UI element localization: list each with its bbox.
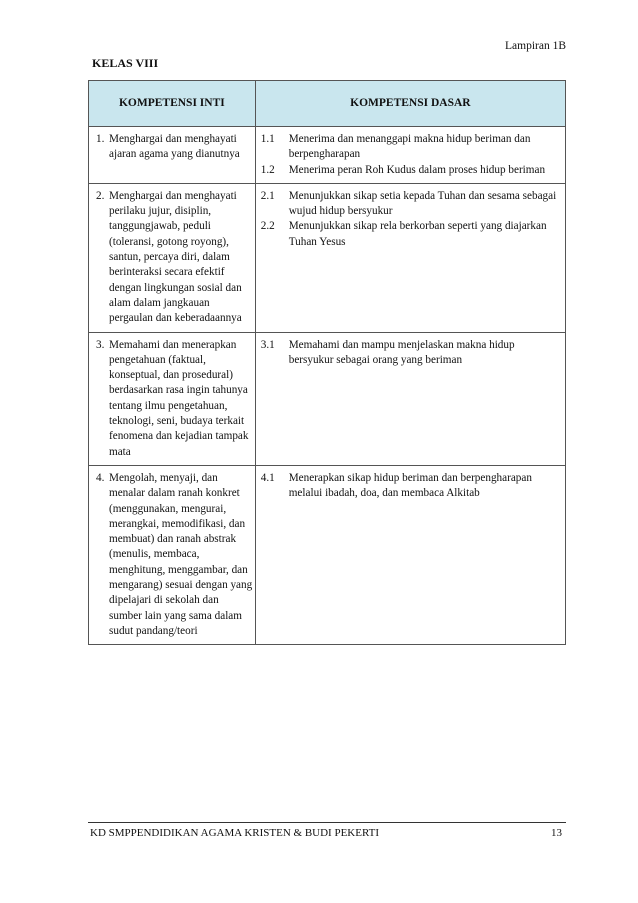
kd-text: Menerima peran Roh Kudus dalam proses hidup beriman — [288, 163, 546, 176]
ki-number: 4. — [96, 471, 105, 484]
page-number: 13 — [551, 827, 562, 839]
kd-cell — [255, 183, 565, 332]
kd-number: 4.1 — [260, 471, 275, 484]
kd-text: Menerima dan menanggapi makna hidup beriman dan berpengharapan — [288, 133, 531, 161]
kd-number: 2.2 — [260, 220, 275, 233]
kd-cell — [255, 465, 565, 644]
kd-item — [256, 132, 565, 163]
kd-item — [256, 189, 565, 220]
ki-cell — [89, 183, 256, 332]
kd-item — [256, 163, 565, 178]
kd-item — [256, 219, 565, 250]
appendix-label: Lampiran 1B — [505, 40, 566, 52]
kd-number: 2.1 — [260, 189, 275, 202]
ki-text: Menghargai dan menghayati perilaku jujur, disiplin, tanggungjawab, peduli (toleransi, gotong royong), santun, percaya diri, dalam berinteraksi secara efektif dengan lingkungan sosial dan alam dalam jangkauan pergaulan dan keberadaannya — [109, 189, 242, 325]
ki-cell — [89, 332, 256, 465]
kd-text: Menunjukkan sikap setia kepada Tuhan dan sesama sebagai wujud hidup bersyukur — [288, 189, 557, 218]
footer-divider — [88, 822, 566, 823]
table-row — [89, 183, 566, 332]
ki-text: Menghargai dan menghayati ajaran agama yang dianutnya — [109, 133, 240, 161]
footer-title: KD SMPPENDIDIKAN AGAMA KRISTEN & BUDI PEKERTI — [90, 827, 380, 839]
kd-text: Memahami dan mampu menjelaskan makna hidup bersyukur sebagai orang yang beriman — [288, 338, 515, 366]
kd-cell — [255, 332, 565, 465]
ki-number: 3. — [96, 338, 105, 351]
header-kompetensi-inti: KOMPETENSI INTI — [89, 81, 256, 127]
class-title: KELAS VIII — [92, 56, 159, 70]
header-kompetensi-dasar: KOMPETENSI DASAR — [255, 81, 565, 127]
competency-table — [88, 80, 566, 645]
kd-item — [256, 471, 565, 502]
kd-text: Menunjukkan sikap rela berkorban seperti yang diajarkan Tuhan Yesus — [288, 220, 547, 248]
table-row — [89, 465, 566, 644]
kd-number: 1.1 — [260, 133, 275, 145]
kd-cell — [255, 127, 565, 184]
ki-number: 2. — [96, 189, 105, 202]
table-row — [89, 127, 566, 184]
table-row — [89, 332, 566, 465]
kd-number: 3.1 — [260, 338, 275, 351]
ki-text: Memahami dan menerapkan pengetahuan (faktual, konseptual, dan prosedural) berdasarkan rasa ingin tahunya tentang ilmu pengetahuan, teknologi, seni, budaya terkait fenomena dan kejadian tampak mata — [109, 338, 249, 458]
kd-number: 1.2 — [260, 163, 275, 176]
kd-item — [256, 338, 565, 369]
table-header-row — [89, 81, 566, 127]
kd-text: Menerapkan sikap hidup beriman dan berpengharapan melalui ibadah, doa, dan membaca Alkitab — [288, 471, 532, 500]
ki-cell — [89, 465, 256, 644]
ki-text: Mengolah, menyaji, dan menalar dalam ranah konkret (menggunakan, mengurai, merangkai, memodifikasi, dan membuat) dan ranah abstrak (menulis, membaca, menghitung, menggambar, dan mengarang) sesuai dengan yang dipelajari di sekolah dan sumber lain yang sama dalam sudut pandang/teori — [109, 471, 253, 637]
ki-cell — [89, 127, 256, 184]
ki-number: 1. — [96, 133, 105, 145]
